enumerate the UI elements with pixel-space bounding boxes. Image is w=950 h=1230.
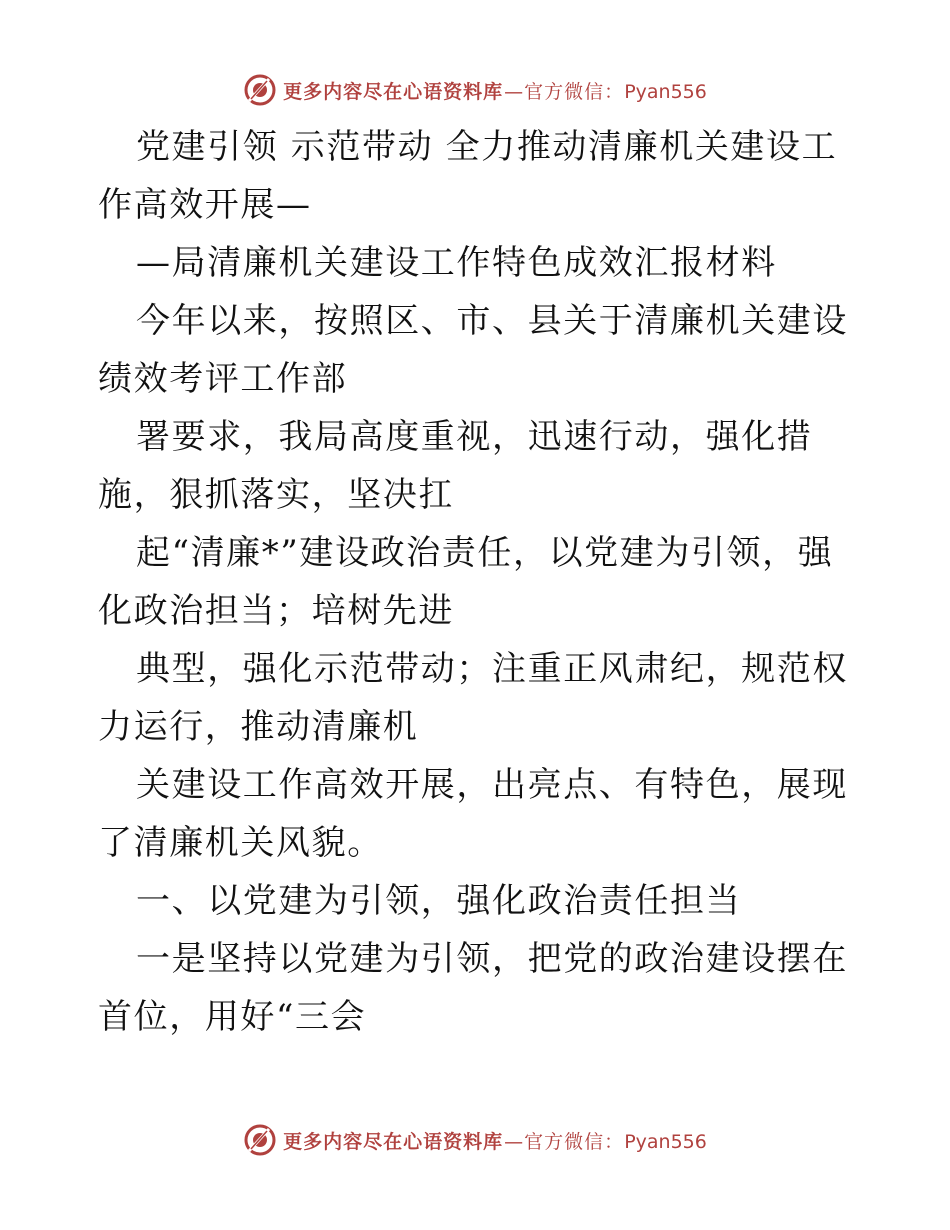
header-wechat-id: Pyan556 [624,80,707,103]
brand-logo-icon [243,73,277,107]
header-banner [0,70,950,110]
doc-paragraph: 一是坚持以党建为引领，把党的政治建设摆在首位，用好“三会 [98,939,848,1037]
footer-wechat-id: Pyan556 [624,1130,707,1153]
header-banner-dash: — [504,80,524,103]
header-banner-title: 更多内容尽在心语资料库 [283,80,504,103]
doc-paragraph: 典型，强化示范带动；注重正风肃纪，规范权力运行，推动清廉机 [98,649,848,747]
footer-banner [0,1120,950,1160]
footer-banner-dash: — [504,1130,524,1153]
doc-title: 党建引领 示范带动 全力推动清廉机关建设工作高效开展— [98,127,838,225]
footer-banner-title: 更多内容尽在心语资料库 [283,1130,504,1153]
brand-logo-icon [243,1123,277,1157]
doc-paragraph: 今年以来，按照区、市、县关于清廉机关建设绩效考评工作部 [98,301,848,399]
doc-paragraph: 起“清廉*”建设政治责任，以党建为引领，强化政治担当；培树先进 [98,533,834,631]
header-wechat-label: 官方微信： [524,80,625,103]
doc-paragraph: 关建设工作高效开展，出亮点、有特色，展现了清廉机关风貌。 [98,765,848,863]
header-banner-text [283,77,707,104]
doc-subtitle: —局清廉机关建设工作特色成效汇报材料 [136,243,777,283]
doc-section-heading: 一、以党建为引领，强化政治责任担当 [136,881,742,921]
footer-wechat-label: 官方微信： [524,1130,625,1153]
doc-paragraph: 署要求，我局高度重视，迅速行动，强化措施，狠抓落实，坚决扛 [98,417,813,515]
document-body [98,118,858,1046]
footer-banner-text [283,1127,707,1154]
